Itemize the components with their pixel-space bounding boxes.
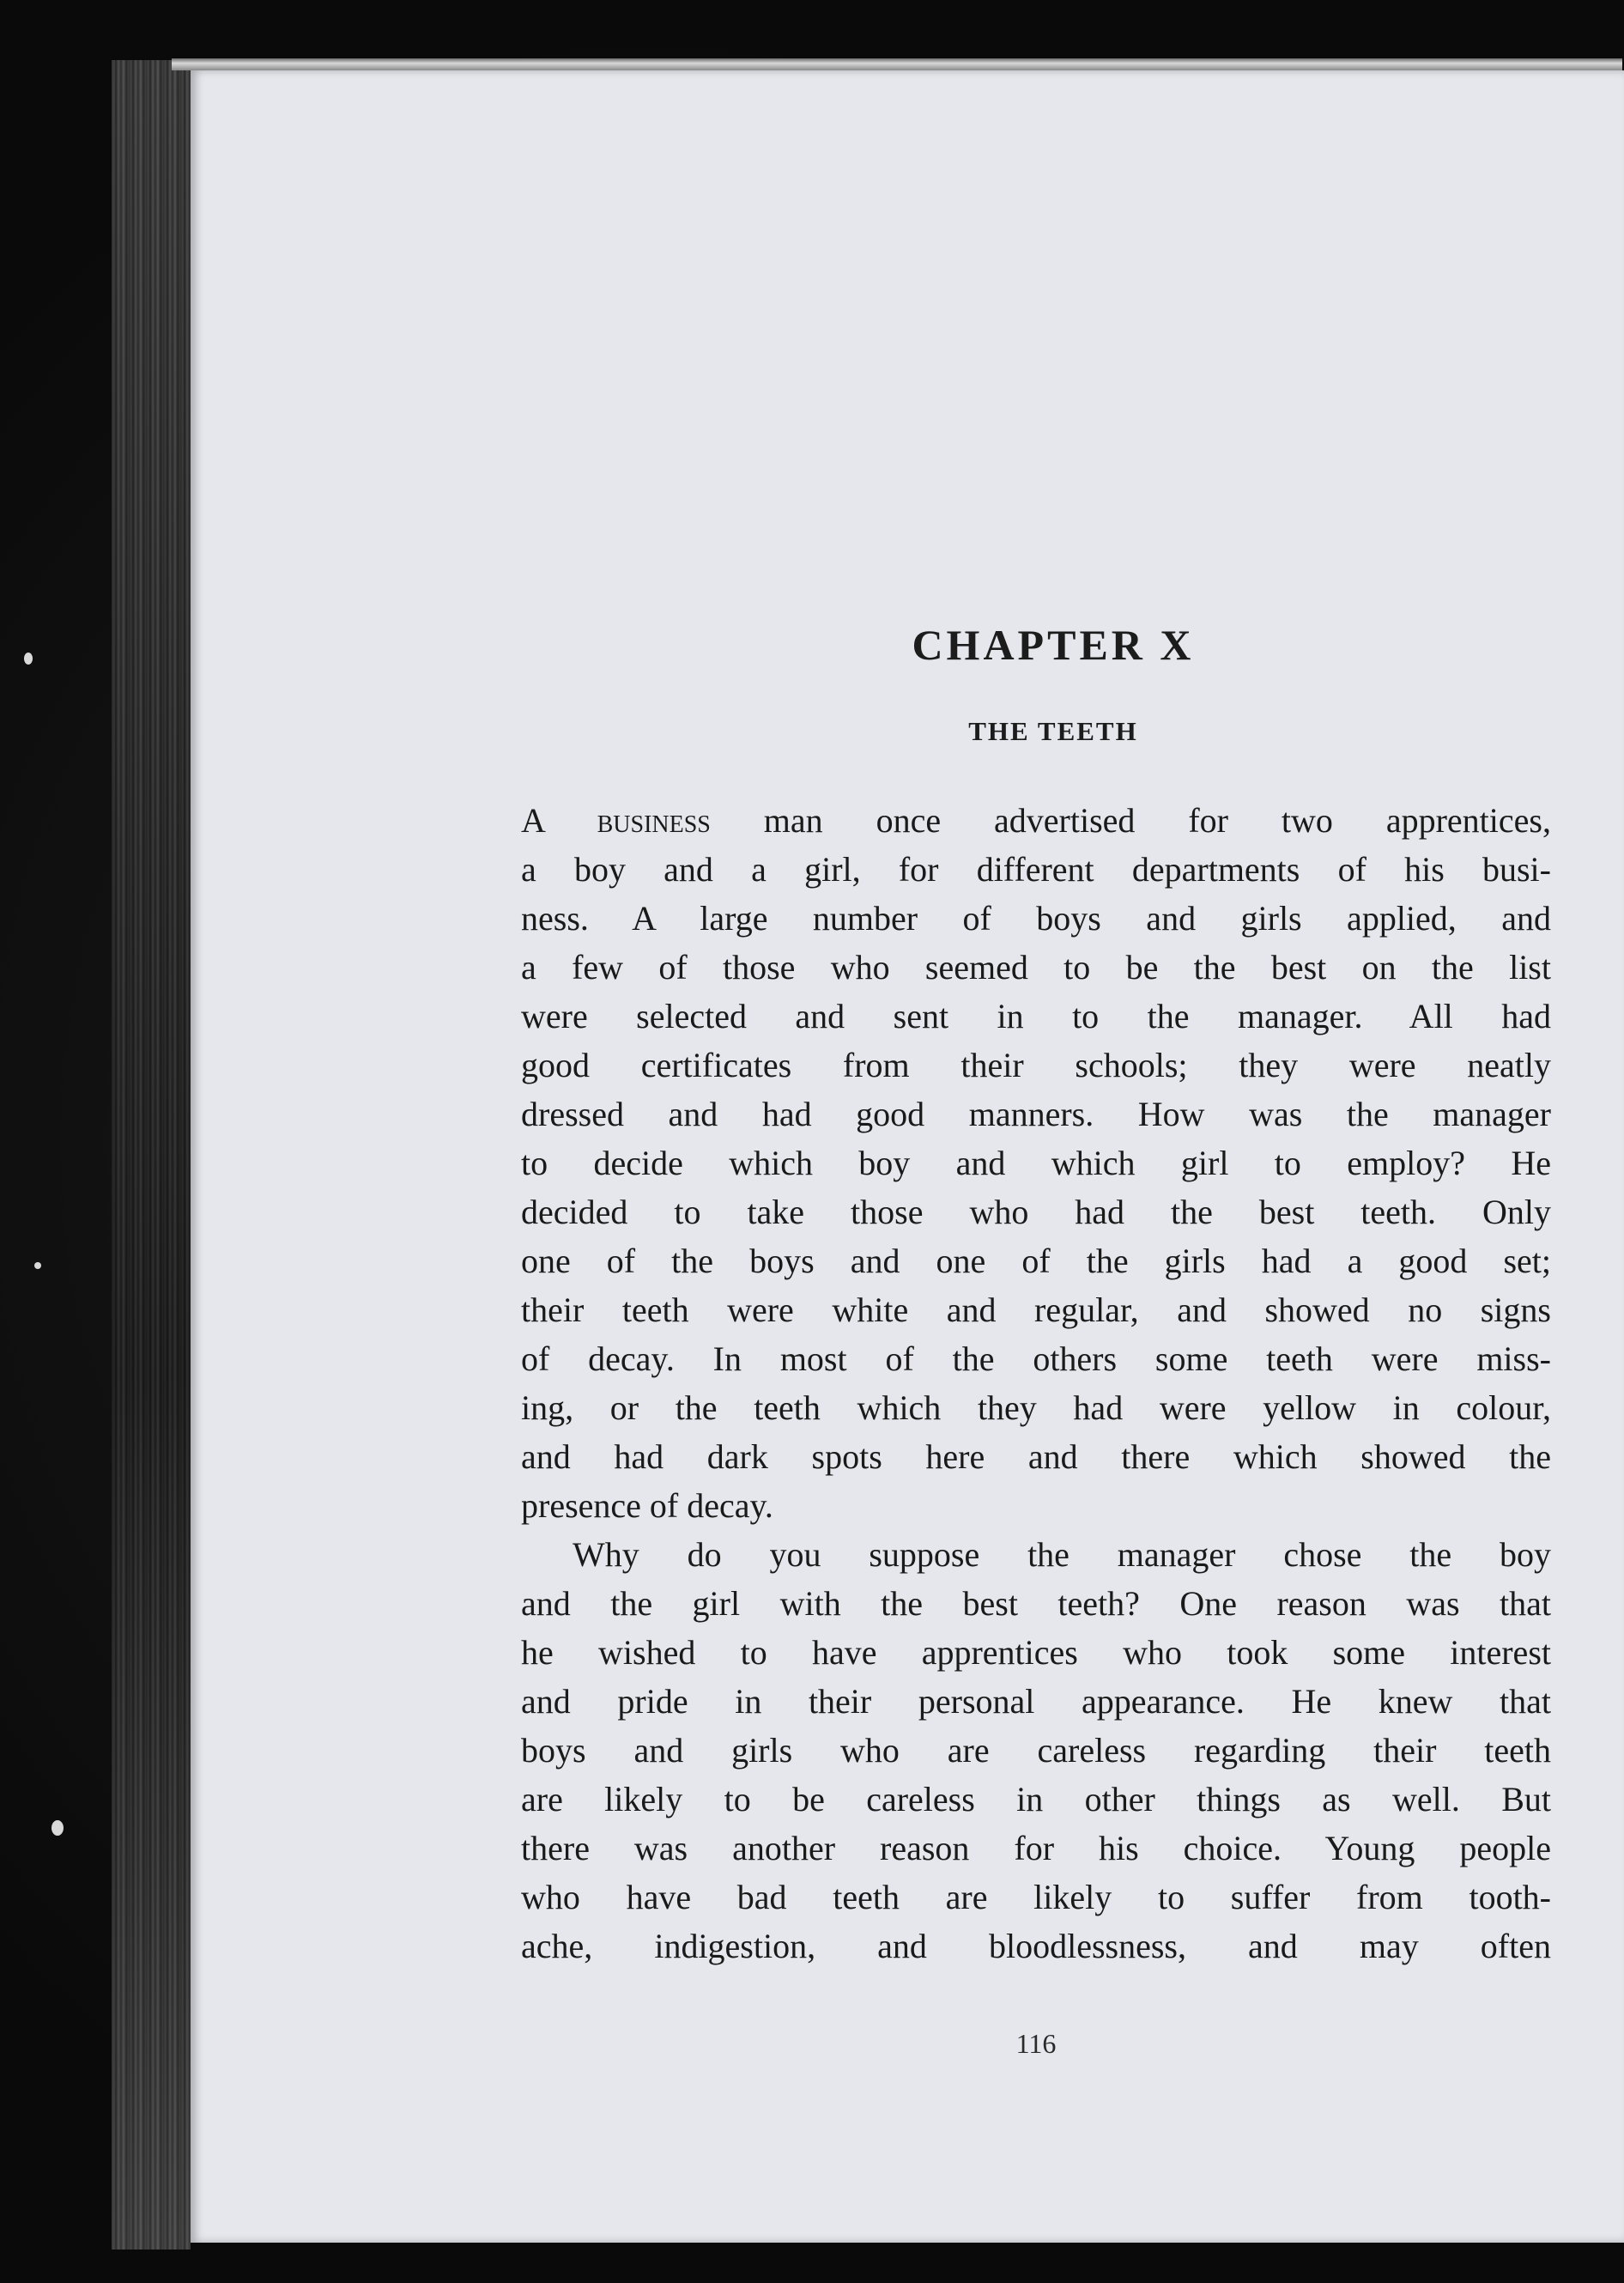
text-line: ing, or the teeth which they had were yellow in colour,	[521, 1388, 1551, 1427]
lead-smallcaps: A business	[521, 801, 711, 840]
text-line: he wished to have apprentices who took some interest	[521, 1633, 1551, 1672]
text-line: there was another reason for his choice. Young people	[521, 1829, 1551, 1867]
text-line: good certificates from their schools; they were neatly	[521, 1046, 1551, 1084]
text-line: Why do you suppose the manager chose the boy	[573, 1535, 1551, 1574]
book-page	[191, 70, 1624, 2243]
page-number: 116	[1015, 2028, 1057, 2059]
line-rest: man once advertised for two apprentices,	[710, 801, 1551, 840]
scan-speck	[24, 653, 33, 665]
text-line: who have bad teeth are likely to suffer from tooth-	[521, 1878, 1551, 1916]
chapter-subtitle: THE TEETH	[968, 716, 1138, 746]
text-line: and the girl with the best teeth? One reason was that	[521, 1584, 1551, 1623]
text-line: decided to take those who had the best teeth. Only	[521, 1193, 1551, 1231]
page-top-edge	[172, 58, 1622, 70]
chapter-title: CHAPTER X	[912, 621, 1195, 669]
text-line: presence of decay.	[521, 1486, 773, 1525]
text-line: their teeth were white and regular, and showed no signs	[521, 1290, 1551, 1329]
text-line: of decay. In most of the others some teeth were miss-	[521, 1339, 1551, 1378]
text-line: to decide which boy and which girl to employ? He	[521, 1144, 1551, 1182]
text-line: dressed and had good manners. How was the manager	[521, 1095, 1551, 1133]
text-line: boys and girls who are careless regarding their teeth	[521, 1731, 1551, 1770]
text-line: were selected and sent in to the manager. All had	[521, 997, 1551, 1035]
scan-speck	[34, 1262, 41, 1269]
text-line: ache, indigestion, and bloodlessness, and may often	[521, 1927, 1551, 1965]
text-line: and had dark spots here and there which showed the	[521, 1437, 1551, 1476]
text-line: one of the boys and one of the girls had a good set;	[521, 1242, 1551, 1280]
text-line: ness. A large number of boys and girls applied, and	[521, 899, 1551, 938]
scan-speck	[52, 1820, 64, 1836]
book-spine	[112, 60, 191, 2250]
text-line: a boy and a girl, for different departments of his busi-	[521, 850, 1551, 889]
text-line: and pride in their personal appearance. He knew that	[521, 1682, 1551, 1721]
text-line: are likely to be careless in other things as well. But	[521, 1780, 1551, 1819]
text-line: a few of those who seemed to be the best on the list	[521, 948, 1551, 987]
body-text	[521, 796, 1551, 1970]
text-line	[521, 796, 1551, 845]
